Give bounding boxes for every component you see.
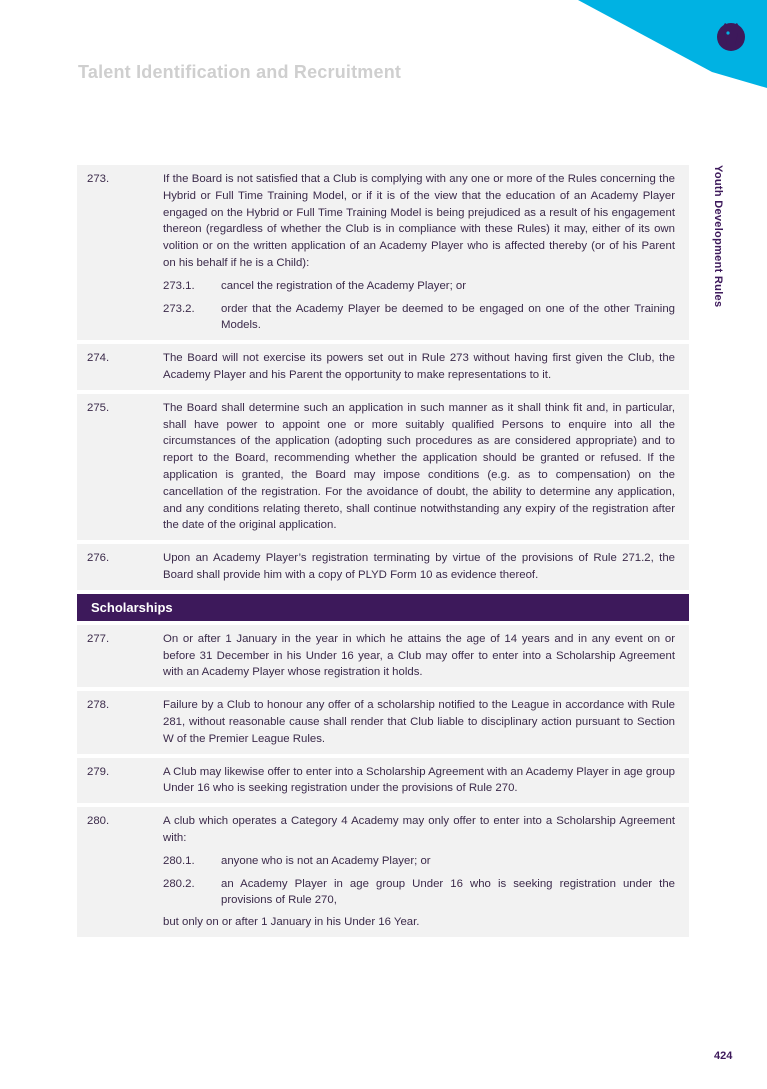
rule-274 (77, 344, 689, 390)
side-section-title: Youth Development Rules (712, 165, 724, 308)
page-number: 424 (714, 1050, 733, 1062)
sub-rule-text: order that the Academy Player be deemed to be engaged on one of the other Training Models. (221, 302, 675, 332)
rule-number: 274. (87, 352, 110, 365)
rule-277 (77, 625, 689, 687)
sub-rule-273-1 (163, 278, 675, 295)
rule-text: Failure by a Club to honour any offer of a scholarship notified to the League in accordance with Rule 281, without reasonable cause shall render that Club liable to disciplinary action pursuant to Section W of the Premier League Rules. (163, 699, 675, 745)
rule-trailer-text: but only on or after 1 January in his Under 16 Year. (163, 916, 420, 929)
sub-rule-text: anyone who is not an Academy Player; or (221, 854, 431, 867)
rule-273 (77, 165, 689, 340)
rule-number: 273. (87, 173, 110, 185)
rules-list (77, 165, 689, 941)
rule-text: The Board will not exercise its powers set out in Rule 273 without having first given the Club, the Academy Player and his Parent the opportunity to make representations to it. (163, 352, 675, 381)
rule-text: If the Board is not satisfied that a Club is complying with any one or more of the Rules concerning the Hybrid or Full Time Training Model, or if it is of the view that the education of an Academy Player engaged on the Hybrid or Full Time Training Model is being prejudiced as a result of his engagement thereon (regardless of whether the Club is in compliance with these Rules) it may, either of its own volition or on the written application of an Academy Player who is affected thereby (or of his Parent on his behalf if he is a Child): (163, 173, 675, 269)
brand-corner-graphic (0, 0, 767, 100)
rule-text: The Board shall determine such an application in such manner as it shall think fit and, in particular, shall have power to appoint one or more suitably qualified Persons to enquire into all the circumstances of the application (adopting such procedures as are considered appropriate) and to report to the Board, recommending whether the application should be granted or refused. If the application is granted, the Board may impose conditions (e.g. as to compensation) on the cancellation of the registration. For the avoidance of doubt, the ability to determine any application, and any conditions relating thereto, shall continue notwithstanding any expiry of the registration after the date of the original application. (163, 401, 675, 532)
sub-rule-280-1 (163, 853, 675, 870)
rule-276 (77, 544, 689, 590)
rule-number: 276. (87, 552, 110, 565)
rule-280 (77, 807, 689, 937)
rule-number: 275. (87, 401, 110, 414)
rule-text: A Club may likewise offer to enter into a Scholarship Agreement with an Academy Player in age group Under 16 who is seeking registration under the provisions of Rule 270. (163, 765, 676, 795)
page-header-title: Talent Identification and Recruitment (78, 62, 402, 82)
rule-number: 278. (87, 699, 110, 712)
rule-number: 280. (87, 815, 110, 828)
sub-rule-number: 273.2. (163, 302, 195, 315)
rule-275 (77, 394, 689, 540)
sub-rule-text: cancel the registration of the Academy Player; or (221, 279, 467, 292)
rule-number: 277. (87, 632, 110, 645)
rule-number: 279. (87, 765, 110, 778)
rule-279 (77, 758, 689, 804)
lion-logo-icon (717, 23, 745, 51)
rule-278 (77, 691, 689, 753)
rule-text: On or after 1 January in the year in which he attains the age of 14 years and in any event on or before 31 December in his Under 16 year, a Club may offer to enter into a Scholarship Agreement with an Academy Player whose registration it holds. (163, 632, 675, 679)
sub-rule-number: 280.1. (163, 854, 195, 867)
sub-rule-273-2 (163, 301, 675, 335)
sub-rule-280-2 (163, 876, 675, 910)
rule-text: Upon an Academy Player’s registration terminating by virtue of the provisions of Rule 271.2, the Board shall provide him with a copy of PLYD Form 10 as evidence thereof. (163, 552, 675, 581)
sub-rule-text: an Academy Player in age group Under 16 who is seeking registration under the provisions of Rule 270, (221, 877, 675, 907)
section-heading-scholarships: Scholarships (77, 594, 689, 621)
sub-rule-number: 273.1. (163, 279, 195, 292)
rule-text: A club which operates a Category 4 Academy may only offer to enter into a Scholarship Agreement with: (163, 815, 675, 844)
sub-rule-number: 280.2. (163, 877, 195, 890)
